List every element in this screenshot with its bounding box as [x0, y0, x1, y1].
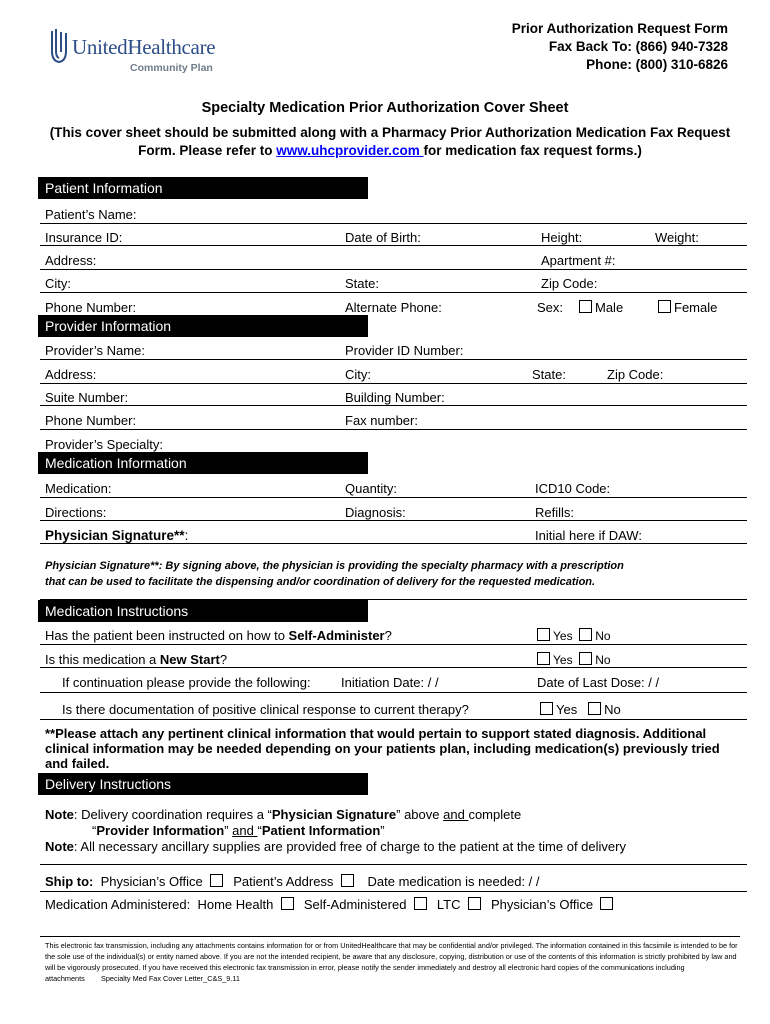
- sex-male-option[interactable]: [579, 300, 623, 315]
- provider-id-label: Provider ID Number:: [345, 343, 464, 358]
- height-label: Height:: [541, 230, 583, 245]
- physician-signature-colon: :: [184, 528, 189, 543]
- medication-information-header: Medication Information: [38, 452, 368, 474]
- footer-text: This electronic fax transmission, including any attachments contains information for or from UnitedHealthcare that may be confidential and/or privileged. The information contained in this facsimile is intended to be for the sole use of the individual(s) or entity named above. If you are not the intended recipient, be aware that any disclosure, copying, distribution or use of the contents of this information is strictly prohibited by law and will be vigorously prosecuted. If you have received this electronic fax transmission in error, please notify the sender immediately and destroy all electronic hard copies of the communications including attachments: [45, 941, 738, 983]
- ship-patient-label: Patient’s Address: [233, 874, 334, 889]
- refills-label: Refills:: [535, 505, 575, 520]
- delivery-note-1-line2: [92, 823, 385, 838]
- patient-name-line[interactable]: [40, 223, 747, 224]
- note1-text: : Delivery coordination requires a “: [73, 807, 272, 822]
- doc-no-checkbox[interactable]: [588, 702, 601, 715]
- male-checkbox[interactable]: [579, 300, 592, 313]
- note1l2-open-quote: “: [92, 823, 97, 838]
- note1-text-3: complete: [468, 807, 522, 822]
- patient-name-label: Patient’s Name:: [45, 207, 137, 222]
- self-administer-question: [45, 628, 392, 643]
- attach-clinical-note: **Please attach any pertinent clinical information that would pertain to support stated diagnosis. Additional clinical information may be needed depending on your patients plan, including medication(s) previously tried and failed.: [45, 726, 720, 771]
- documentation-line: [40, 719, 747, 720]
- provider-zip-label: Zip Code:: [607, 367, 664, 382]
- q2-yes-label: Yes: [553, 653, 573, 667]
- doc-yes-label: Yes: [556, 702, 578, 717]
- q2-line: [40, 667, 747, 668]
- provider-address-line[interactable]: [40, 383, 747, 384]
- provider-fax-label: Fax number:: [345, 413, 418, 428]
- quantity-label: Quantity:: [345, 481, 398, 496]
- icd10-label: ICD10 Code:: [535, 481, 611, 496]
- q2-end: ?: [219, 652, 228, 667]
- delivery-note-2: [45, 839, 626, 854]
- q1-yes-label: Yes: [553, 629, 573, 643]
- documentation-question: Is there documentation of positive clinical response to current therapy?: [62, 702, 469, 717]
- apartment-label: Apartment #:: [541, 253, 616, 268]
- q2-no-label: No: [595, 653, 611, 667]
- q1-text: Has the patient been instructed on how to: [45, 628, 289, 643]
- last-dose-label: Date of Last Dose: / /: [537, 675, 660, 690]
- initiation-date-label: Initiation Date: / /: [341, 675, 439, 690]
- ship-physician-checkbox[interactable]: [210, 874, 223, 887]
- self-administered-checkbox[interactable]: [414, 897, 427, 910]
- sex-female-option[interactable]: [658, 300, 717, 315]
- note1l2-open-quote-2: “: [257, 823, 262, 838]
- signature-note-line1: Physician Signature**: By signing above, the physician is providing the specialty pharmacy with a prescription: [45, 560, 624, 572]
- delivery-note-1: [45, 807, 521, 822]
- q1-end: ?: [384, 628, 392, 643]
- provider-city-label: City:: [345, 367, 371, 382]
- provider-specialty-label: Provider’s Specialty:: [45, 437, 164, 452]
- daw-initial-label: Initial here if DAW:: [535, 528, 642, 543]
- provider-phone-line[interactable]: [40, 429, 747, 430]
- physician-office-checkbox[interactable]: [600, 897, 613, 910]
- phone-number: Phone: (800) 310-6826: [586, 57, 728, 72]
- note1l2-patient: Patient Information: [261, 823, 381, 838]
- form-name: Prior Authorization Request Form: [511, 21, 728, 36]
- directions-line[interactable]: [40, 520, 747, 521]
- subtitle-text-end: for medication fax request forms.): [423, 143, 642, 158]
- documentation-options: [540, 702, 621, 717]
- subtitle-text: (This cover sheet should be submitted along with a Pharmacy Prior Authorization Medication Fax Request Form. Please refer to: [49, 125, 731, 158]
- ship-to-line: [40, 891, 747, 892]
- q1-no-label: No: [595, 629, 611, 643]
- q2-options: [537, 652, 611, 667]
- physician-signature-label: [45, 528, 188, 543]
- building-number-label: Building Number:: [345, 390, 445, 405]
- home-health-label: Home Health: [197, 897, 274, 912]
- dob-label: Date of Birth:: [345, 230, 421, 245]
- administered-label: Medication Administered:: [45, 897, 191, 912]
- footer-divider: [40, 936, 740, 937]
- diagnosis-label: Diagnosis:: [345, 505, 406, 520]
- new-start-question: [45, 652, 227, 667]
- suite-line[interactable]: [40, 405, 747, 406]
- q2-no-checkbox[interactable]: [579, 652, 592, 665]
- q1-options: [537, 628, 611, 643]
- delivery-instructions-header: Delivery Instructions: [38, 773, 368, 795]
- note1-bold: Physician Signature: [271, 807, 397, 822]
- physician-office-label: Physician’s Office: [490, 897, 594, 912]
- provider-name-line[interactable]: [40, 359, 747, 360]
- directions-label: Directions:: [45, 505, 107, 520]
- female-label: Female: [674, 300, 718, 315]
- ship-physician-label: Physician’s Office: [100, 874, 203, 889]
- q2-text: Is this medication a: [45, 652, 160, 667]
- note-label: Note: [45, 807, 74, 822]
- ship-date-label: Date medication is needed: / /: [367, 874, 540, 889]
- logo-name: UnitedHealthcare: [72, 35, 216, 59]
- continuation-line: [40, 692, 747, 693]
- provider-state-label: State:: [532, 367, 566, 382]
- suite-number-label: Suite Number:: [45, 390, 129, 405]
- q1-no-checkbox[interactable]: [579, 628, 592, 641]
- home-health-checkbox[interactable]: [281, 897, 294, 910]
- alternate-phone-label: Alternate Phone:: [345, 300, 442, 315]
- provider-name-label: Provider’s Name:: [45, 343, 145, 358]
- note2-text: : All necessary ancillary supplies are provided free of charge to the patient at the time of delivery: [73, 839, 626, 854]
- q1-line: [40, 644, 747, 645]
- delivery-divider: [40, 864, 747, 865]
- note1l2-close-quote: ”: [224, 823, 233, 838]
- patient-phone-label: Phone Number:: [45, 300, 137, 315]
- page-subtitle: [30, 124, 750, 160]
- q2-bold: New Start: [159, 652, 220, 667]
- signature-note-line2: that can be used to facilitate the dispensing and/or coordination of delivery for the requested medication.: [45, 576, 596, 588]
- note2-label: Note: [45, 839, 74, 854]
- ship-to-label: Ship to:: [45, 874, 94, 889]
- unitedhealthcare-logo-icon: [50, 29, 68, 63]
- patient-information-header: Patient Information: [38, 177, 368, 199]
- logo-subtitle: Community Plan: [130, 62, 213, 74]
- patient-city-line[interactable]: [40, 292, 747, 293]
- sex-label: Sex:: [537, 300, 564, 315]
- provider-phone-label: Phone Number:: [45, 413, 137, 428]
- patient-city-label: City:: [45, 276, 71, 291]
- continuation-label: If continuation please provide the following:: [62, 675, 311, 690]
- uhcprovider-link[interactable]: www.uhcprovider.com: [276, 143, 424, 158]
- provider-information-header: Provider Information: [38, 315, 368, 337]
- q2-yes-checkbox[interactable]: [537, 652, 550, 665]
- self-administered-label: Self-Administered: [303, 897, 407, 912]
- provider-address-label: Address:: [45, 367, 97, 382]
- patient-zip-label: Zip Code:: [541, 276, 598, 291]
- medication-line[interactable]: [40, 497, 747, 498]
- note1l2-and: and: [232, 823, 258, 838]
- signature-line[interactable]: [40, 543, 747, 544]
- male-label: Male: [595, 300, 624, 315]
- ltc-checkbox[interactable]: [468, 897, 481, 910]
- medication-label: Medication:: [45, 481, 112, 496]
- weight-label: Weight:: [655, 230, 699, 245]
- physician-signature-text: Physician Signature**: [45, 528, 185, 543]
- note1-text-2: ” above: [396, 807, 444, 822]
- footer-code: Specialty Med Fax Cover Letter_C&S_9.11: [100, 974, 240, 983]
- administered-row: [45, 897, 616, 912]
- doc-no-label: No: [604, 702, 621, 717]
- insurance-line[interactable]: [40, 245, 747, 246]
- patient-address-label: Address:: [45, 253, 97, 268]
- page-title: Specialty Medication Prior Authorization Cover Sheet: [201, 100, 569, 116]
- female-checkbox[interactable]: [658, 300, 671, 313]
- insurance-id-label: Insurance ID:: [45, 230, 123, 245]
- doc-yes-checkbox[interactable]: [540, 702, 553, 715]
- ship-patient-checkbox[interactable]: [341, 874, 354, 887]
- note1l2-provider: Provider Information: [96, 823, 225, 838]
- patient-address-line[interactable]: [40, 269, 747, 270]
- footer-disclaimer: [45, 940, 745, 984]
- fax-back-number: Fax Back To: (866) 940-7328: [548, 39, 728, 54]
- q1-bold: Self-Administer: [288, 628, 385, 643]
- note1-underline: and: [443, 807, 469, 822]
- medication-instructions-header: Medication Instructions: [38, 600, 368, 622]
- ltc-label: LTC: [436, 897, 461, 912]
- patient-state-label: State:: [345, 276, 379, 291]
- q1-yes-checkbox[interactable]: [537, 628, 550, 641]
- note1l2-close-quote-2: ”: [380, 823, 385, 838]
- ship-to-row: [45, 874, 540, 889]
